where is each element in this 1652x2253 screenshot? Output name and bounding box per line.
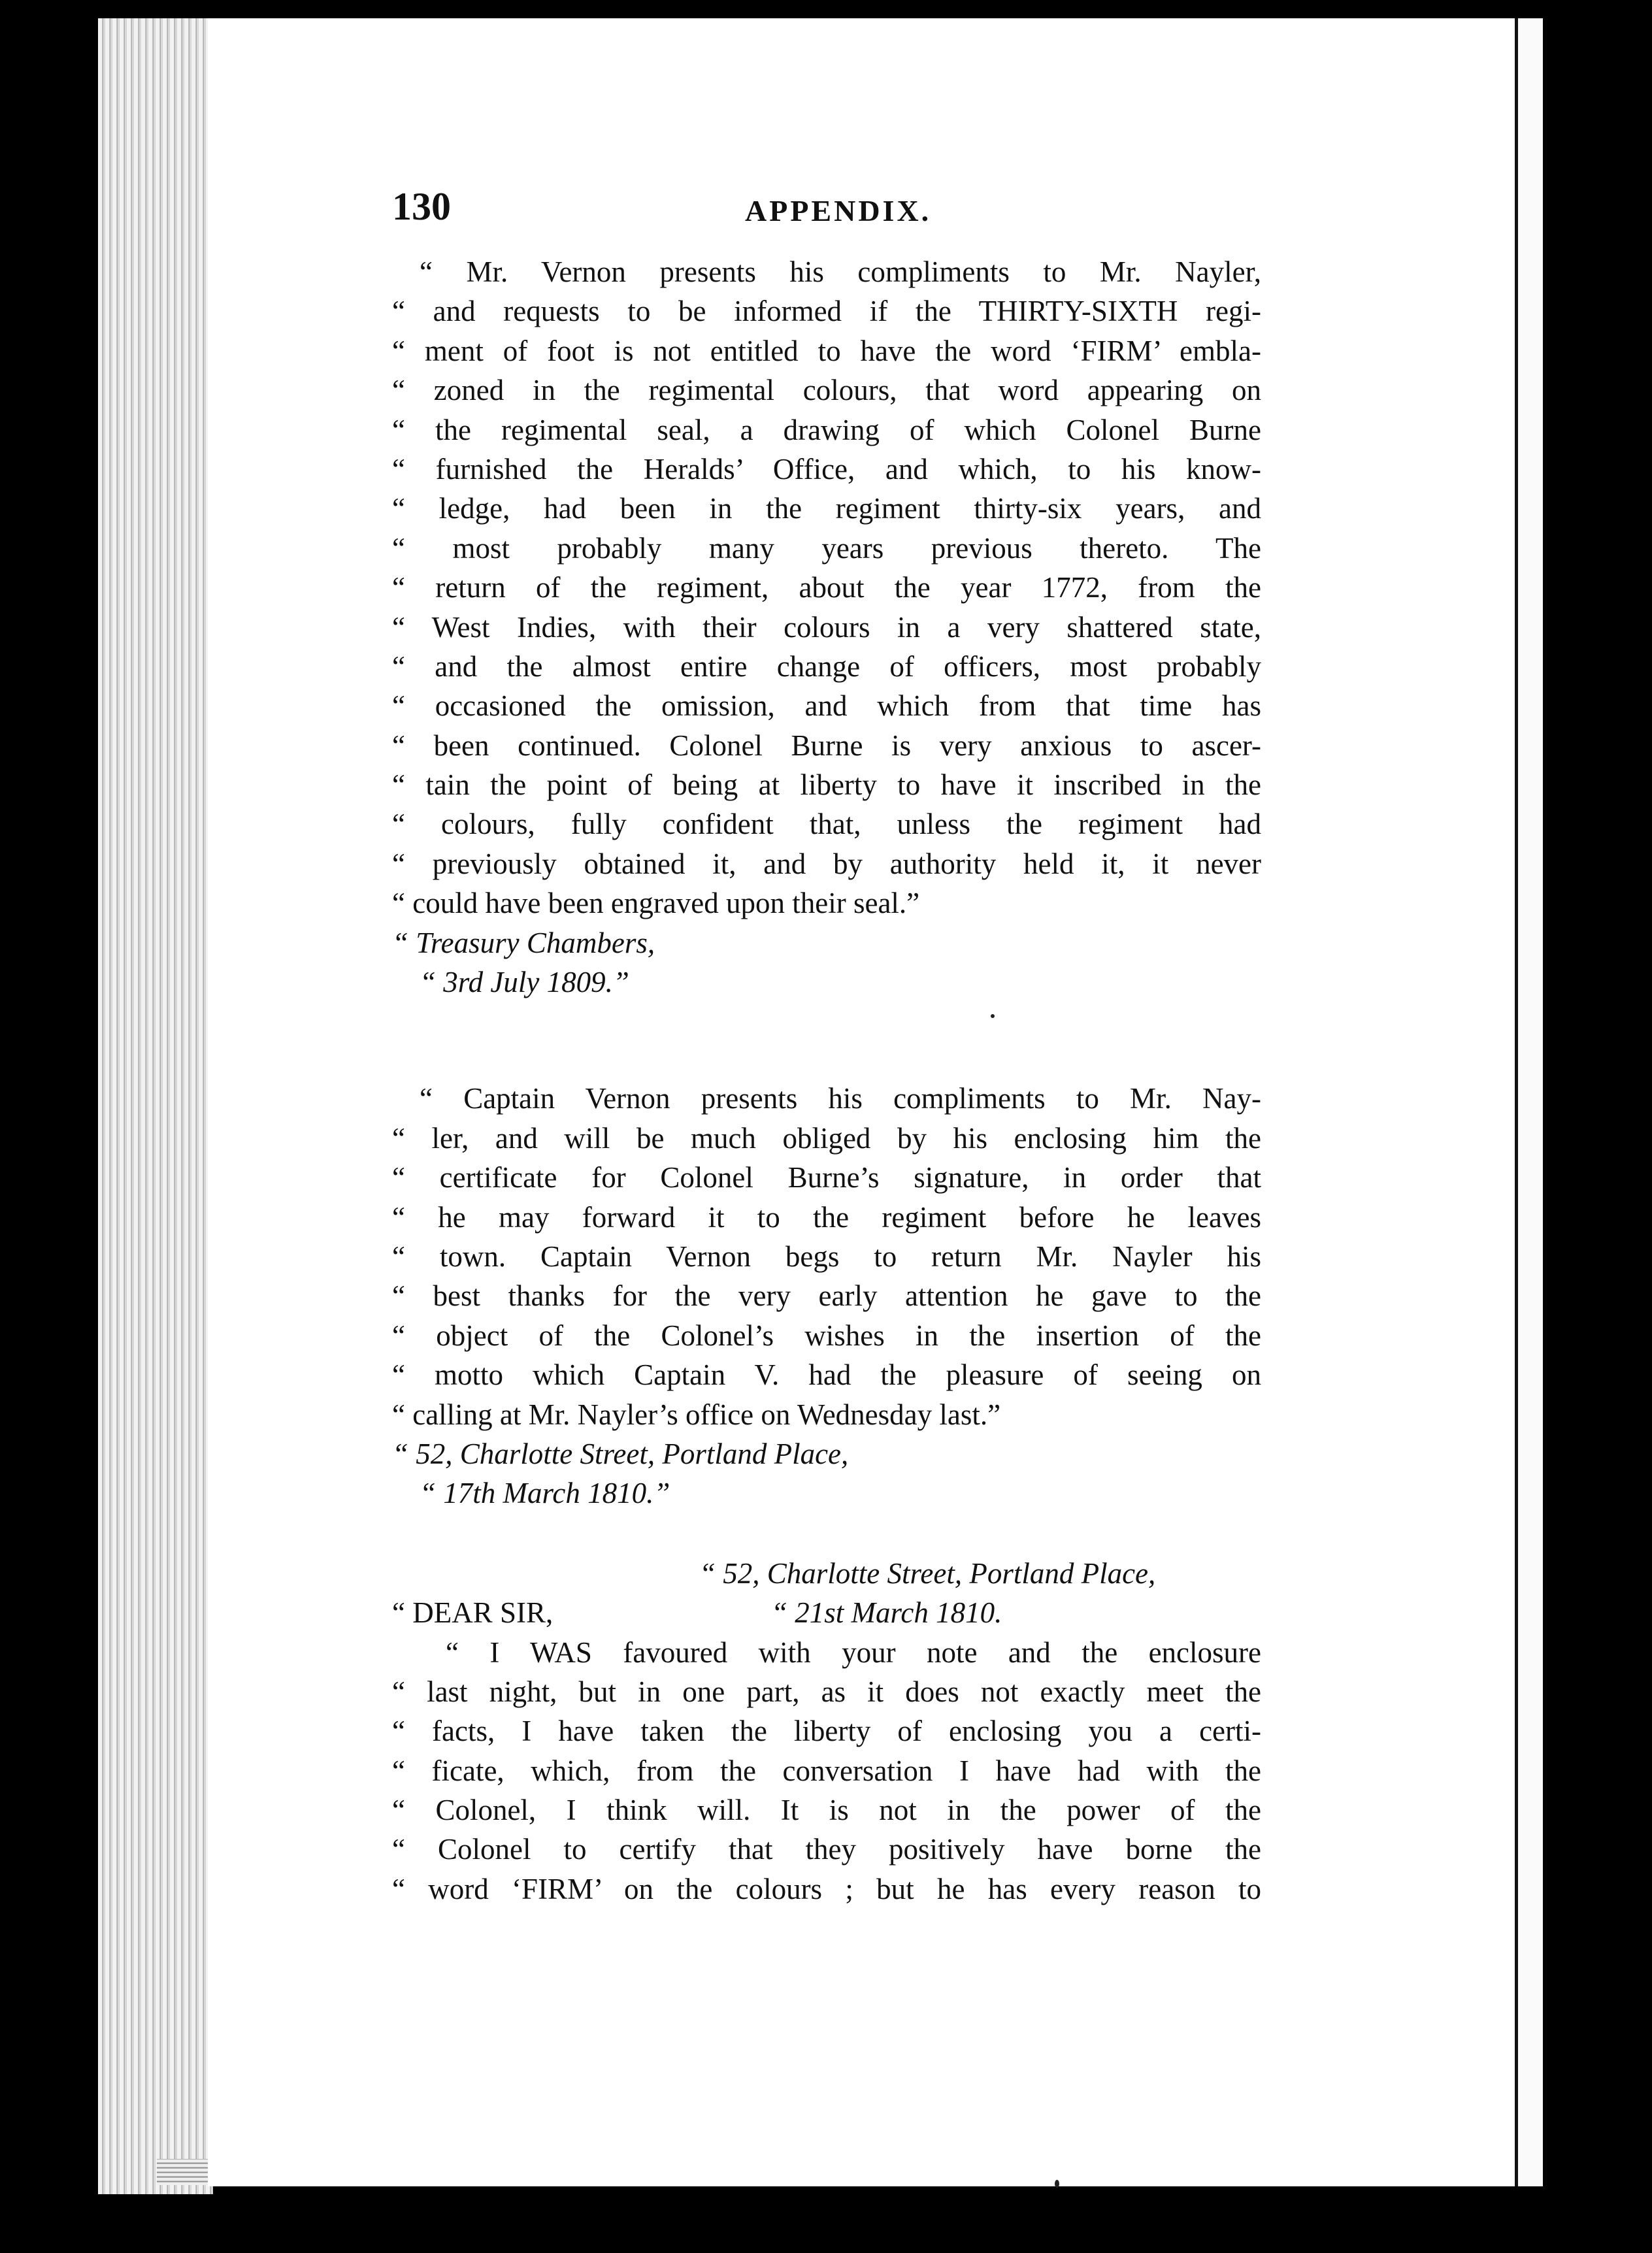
letter-3 [392,1554,1261,1909]
text-line: “ could have been engraved upon their seal.” [392,887,920,920]
text-line: “ previously obtained it, and by authority held it, it never [392,847,1261,880]
text-line: “ ment of foot is not entitled to have the word ‘FIRM’ embla- [392,334,1261,367]
text-line: “ furnished the Heralds’ Office, and which, to his know- [392,452,1261,485]
page-edges [98,18,213,2194]
text-line: “ colours, fully confident that, unless the regiment had [392,808,1261,841]
salutation-row [392,1593,1261,1632]
text-line: “ Mr. Vernon presents his compliments to Mr. Nayler, [420,255,1261,288]
text-line: “ return of the regiment, about the year 1772, from the [392,571,1261,604]
text-line: “ object of the Colonel’s wishes in the insertion of the [392,1319,1261,1352]
letter-1 [392,252,1261,1002]
page-number: 130 [392,185,451,228]
text-line: “ Captain Vernon presents his compliments to Mr. Nay- [420,1082,1261,1115]
signature-place: “ Treasury Chambers, [392,926,655,959]
running-head: APPENDIX. [745,194,932,227]
text-line: “ ledge, had been in the regiment thirty-six years, and [392,492,1261,525]
text-line: “ occasioned the omission, and which from that time has [392,689,1261,723]
paragraph-gap [392,1513,1261,1554]
letter-2 [392,1079,1261,1513]
signature-date: “ 17th March 1810.” [420,1477,670,1510]
text-line: “ he may forward it to the regiment before he leaves [392,1200,1261,1234]
text-line: “ last night, but in one part, as it does not exactly meet the [392,1675,1261,1708]
text-line: “ calling at Mr. Nayler’s office on Wednesday last.” [392,1398,1001,1431]
text-line: “ word ‘FIRM’ on the colours ; but he has every reason to [392,1872,1261,1905]
letter-date: “ 21st March 1810. [771,1596,1002,1630]
text-line: “ Colonel, I think will. It is not in the power of the [392,1794,1261,1827]
text-line: “ facts, I have taken the liberty of enclosing you a certi- [392,1715,1261,1748]
signature-place: “ 52, Charlotte Street, Portland Place, [392,1437,849,1470]
text-line: “ West Indies, with their colours in a very shattered state, [392,610,1261,644]
text-line: “ the regimental seal, a drawing of which Colonel Burne [392,413,1261,446]
text-line: “ and the almost entire change of officers, most probably [392,650,1261,683]
scan-speck [1055,2180,1059,2188]
salutation: “ DEAR SIR, [392,1596,553,1630]
text-line: “ I WAS favoured with your note and the enclosure [446,1636,1261,1669]
next-page-edge [1515,18,1543,2186]
text-line: “ certificate for Colonel Burne’s signature, in order that [392,1161,1261,1194]
text-line: “ tain the point of being at liberty to have it inscribed in the [392,768,1261,802]
paragraph-gap [392,1002,1261,1079]
page-header [392,184,1261,237]
text-line: “ been continued. Colonel Burne is very anxious to ascer- [392,729,1261,762]
text-line: “ ficate, which, from the conversation I have had with the [392,1754,1261,1787]
text-line: “ Colonel to certify that they positively have borne the [392,1833,1261,1866]
text-line: “ zoned in the regimental colours, that word appearing on [392,374,1261,407]
signature-date: “ 3rd July 1809.” [420,966,629,999]
text-line: “ best thanks for the very early attention he gave to the [392,1279,1261,1313]
text-line: “ town. Captain Vernon begs to return Mr. Nayler his [392,1240,1261,1273]
letter-address: “ 52, Charlotte Street, Portland Place, [699,1556,1156,1590]
page-body [392,252,1261,1909]
text-line: “ most probably many years previous thereto. The [392,531,1261,565]
text-line: “ and requests to be informed if the THIRTY-SIXTH regi- [392,295,1261,328]
text-line: “ ler, and will be much obliged by his enclosing him the [392,1121,1261,1155]
text-line: “ motto which Captain V. had the pleasure of seeing on [392,1358,1261,1392]
